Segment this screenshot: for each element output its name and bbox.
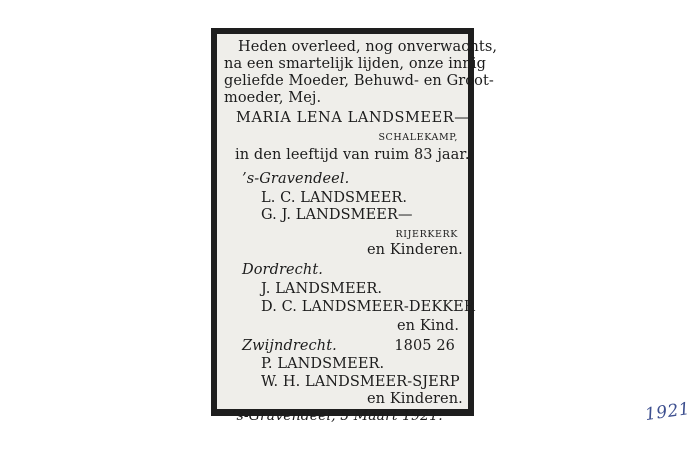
family-member: G. J. LANDSMEER— <box>261 207 413 223</box>
family-note: en Kinderen. <box>367 242 463 258</box>
age-line: in den leeftijd van ruim 83 jaar. <box>235 147 470 163</box>
place-sgravendeel: ’s-Gravendeel. <box>242 171 350 187</box>
family-member: W. H. LANDSMEER-SJERP <box>261 374 460 390</box>
family-note: en Kind. <box>397 318 460 334</box>
intro-line-4: moeder, Mej. <box>224 90 322 106</box>
intro-line-2: na een smartelijk lijden, onze innig <box>224 56 486 72</box>
handwritten-year-annotation: 1921 <box>643 398 692 426</box>
intro-line-3: geliefde Moeder, Behuwd- en Groot- <box>224 73 494 89</box>
notice-code: 1805 26 <box>394 338 455 354</box>
family-member: L. C. LANDSMEER. <box>261 190 408 206</box>
notice-paper <box>217 34 498 424</box>
intro-line-1: Heden overleed, nog onverwachts, <box>238 39 498 55</box>
deceased-name: MARIA LENA LANDSMEER— <box>236 110 470 126</box>
place-zwijndrecht: Zwijndrecht. <box>242 338 337 354</box>
family-member: D. C. LANDSMEER-DEKKER <box>261 299 475 315</box>
family-note: en Kinderen. <box>367 391 463 407</box>
notice-footer: ’s-Gravendeel, 5 Maart 1921. <box>232 408 443 424</box>
deceased-maiden-name: SCHALEKAMP, <box>378 132 458 143</box>
family-member-maiden: RIJERKERK <box>395 229 458 240</box>
place-dordrecht: Dordrecht. <box>242 262 323 278</box>
death-notice-card <box>211 28 498 424</box>
family-member: P. LANDSMEER. <box>261 356 385 372</box>
family-member: J. LANDSMEER. <box>261 281 383 297</box>
